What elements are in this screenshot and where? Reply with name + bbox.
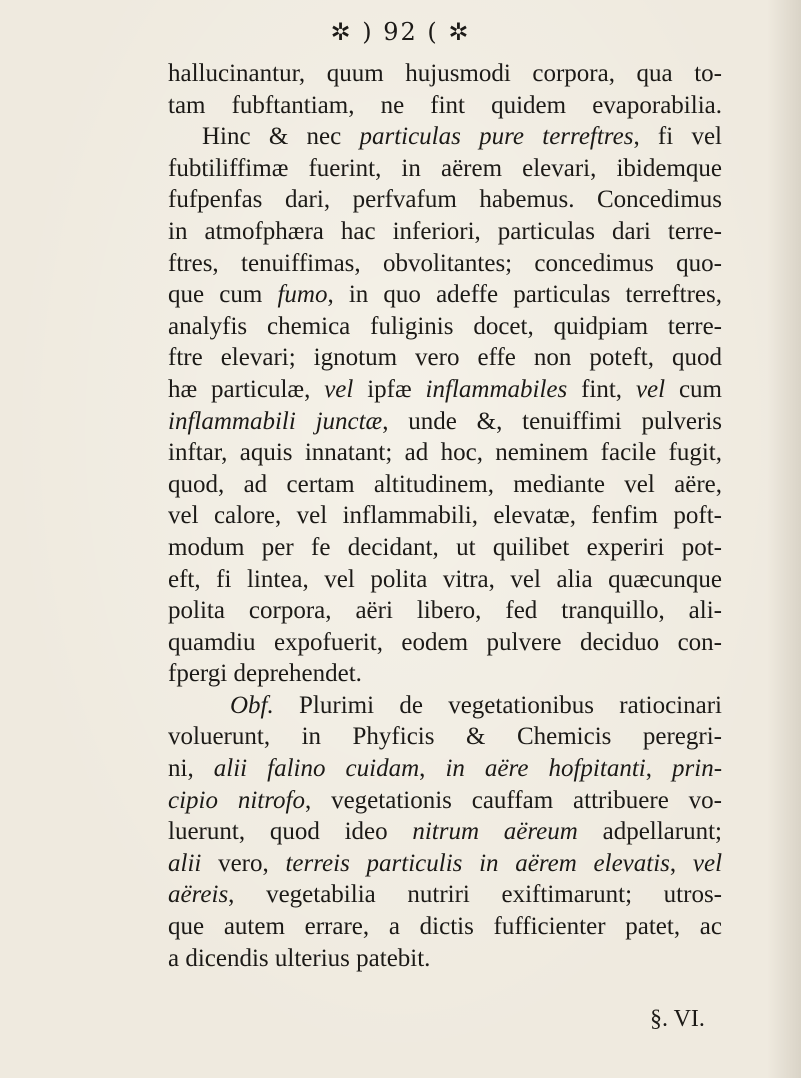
page-edge-shadow bbox=[767, 0, 801, 1078]
text-line: alii vero, terreis particulis in aërem elevatis, vel bbox=[168, 849, 723, 877]
text-line: quamdiu expofuerit, eodem pulvere deciduo con- bbox=[168, 628, 722, 656]
text-line: luerunt, quod ideo nitrum aëreum adpellarunt; bbox=[168, 818, 722, 846]
text-line: modum per fe decidant, ut quilibet experiri pot- bbox=[168, 533, 722, 561]
text-line: fubtiliffimæ fuerint, in aërem elevari, ibidemque bbox=[168, 154, 722, 182]
text-line: aëreis, vegetabilia nutriri exiftimarunt; utros- bbox=[168, 881, 722, 909]
text-line: quod, ad certam altitudinem, mediante vel aëre, bbox=[168, 470, 722, 498]
text-line: que cum fumo, in quo adeffe particulas terreftres, bbox=[168, 281, 722, 309]
text-line: a dicendis ulterius patebit. bbox=[168, 944, 431, 972]
text-line: ni, alii falino cuidam, in aëre hofpitanti, prin- bbox=[168, 755, 723, 783]
text-line: inftar, aquis innatant; ad hoc, neminem facile fugit, bbox=[168, 439, 722, 467]
text-line: hæ particulæ, vel ipfæ inflammabiles fint, vel cum bbox=[168, 375, 722, 403]
text-line: Hinc & nec particulas pure terreftres, fi vel bbox=[202, 123, 722, 151]
text-line: vel calore, vel inflammabili, elevatæ, fenfim poft- bbox=[168, 502, 722, 530]
text-line: inflammabili junctæ, unde &, tenuiffimi pulveris bbox=[168, 407, 722, 435]
text-line: Obf. Plurimi de vegetationibus ratiocinari bbox=[230, 691, 722, 719]
running-header: ✲ ) 92 ( ✲ bbox=[330, 18, 471, 46]
text-line: ftres, tenuiffimas, obvolitantes; concedimus quo- bbox=[168, 249, 722, 277]
text-line: voluerunt, in Phyficis & Chemicis peregri- bbox=[168, 723, 722, 751]
text-line: eft, fi lintea, vel polita vitra, vel alia quæcunque bbox=[168, 565, 722, 593]
text-line: fufpenfas dari, perfvafum habemus. Concedimus bbox=[168, 186, 722, 214]
text-line: hallucinantur, quum hujusmodi corpora, qua to- bbox=[168, 60, 722, 87]
text-line: polita corpora, aëri libero, fed tranquillo, ali- bbox=[168, 597, 722, 625]
text-line: analyfis chemica fuliginis docet, quidpiam terre- bbox=[168, 312, 722, 340]
text-line: cipio nitrofo, vegetationis cauffam attribuere vo- bbox=[168, 786, 722, 814]
catchword: §. VI. bbox=[650, 1006, 705, 1032]
text-line: tam fubftantiam, ne fint quidem evaporabilia. bbox=[168, 91, 722, 119]
text-line: in atmofphæra hac inferiori, particulas dari terre- bbox=[168, 217, 722, 245]
text-line: fpergi deprehendet. bbox=[168, 660, 362, 688]
text-line: ftre elevari; ignotum vero effe non poteft, quod bbox=[168, 344, 722, 372]
body-text bbox=[168, 58, 722, 974]
text-line: que autem errare, a dictis fufficienter patet, ac bbox=[168, 913, 722, 941]
